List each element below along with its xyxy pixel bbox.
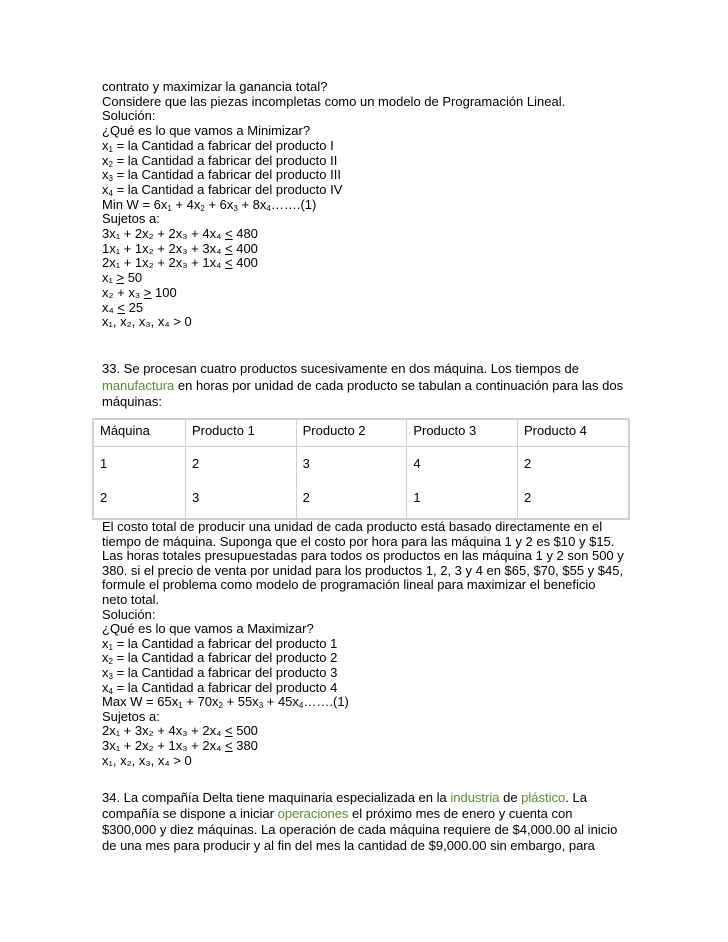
non-negativity: x₁, x₂, x₃, x₄ > 0 — [102, 314, 192, 330]
variable-definition: $x_2$ = la Cantidad a fabricar del producto 2 — [102, 650, 338, 667]
table-cell: 2 2 — [518, 447, 629, 520]
operaciones-link[interactable]: operaciones — [277, 806, 349, 821]
objective-function: Max $W = 65x_1 + 70x_2 + 55x_3$ + $45x_4\dots\dots.(1)$ — [102, 694, 349, 711]
industria-link[interactable]: industria — [450, 790, 500, 805]
table-header-cell: Producto 4 — [518, 419, 629, 447]
text-line: ¿Qué es lo que vamos a Minimizar? — [102, 123, 311, 139]
text-line: compañía se dispone a iniciar operaciones el próximo mes de enero y cuenta con — [102, 806, 573, 821]
text-line: 33. Se procesan cuatro productos sucesivamente en dos máquina. Los tiempos de — [102, 361, 579, 376]
variable-definition: $x_1$ = la Cantidad a fabricar del producto 1 — [102, 635, 338, 652]
table-header-cell: Máquina — [93, 419, 185, 447]
text-line: formule el problema como modelo de programación lineal para maximizar el beneficio — [102, 577, 596, 593]
table-header-cell: Producto 3 — [407, 419, 518, 447]
table-cell: 4 1 — [407, 447, 518, 520]
problem-34-statement — [102, 790, 682, 854]
variable-definition: $x_1$ = la Cantidad a fabricar del producto I — [102, 137, 334, 154]
text-line: Las horas totales presupuestadas para todos os productos en las máquina 1 y 2 son 500 y — [102, 548, 624, 564]
variable-definition: $x_4$ = la Cantidad a fabricar del producto 4 — [102, 679, 338, 696]
text-line: El costo total de producir una unidad de cada producto está basado directamente en el — [102, 519, 603, 534]
objective-function: Min $W = 6x_1 + 4x_2 + 6x_3$ + $8x_4\dots\dots.(1)$ — [102, 196, 317, 213]
table-header-cell: Producto 2 — [296, 419, 407, 447]
machine-times-table — [92, 418, 630, 520]
text-line: 380. si el precio de venta por unidad para los productos 1, 2, 3 y 4 en $65, $70, $55 y $45, — [102, 562, 624, 578]
non-negativity: x₁, x₂, x₃, x₄ > 0 — [102, 752, 192, 768]
text-line: máquinas: — [102, 394, 162, 409]
constraint: 1x₁ + 1x₂ + 2x₃ + 3x₄ < 400 — [102, 240, 258, 256]
plastico-link[interactable]: plástico — [521, 790, 566, 805]
constraint: x₁ > 50 — [102, 270, 143, 286]
subject-to-label: Sujetos a: — [102, 211, 160, 227]
table-cell: 1 2 — [93, 447, 185, 520]
table-cell: 3 2 — [296, 447, 407, 520]
text-line: contrato y maximizar la ganancia total? — [102, 79, 328, 94]
variable-definition: $x_2$ = la Cantidad a fabricar del producto II — [102, 152, 338, 169]
constraint: x₂ + x₃ > 100 — [102, 284, 177, 300]
variable-definition: $x_4$ = la Cantidad a fabricar del producto IV — [102, 181, 343, 198]
text-line: Solución: — [102, 108, 156, 124]
variable-definition: $x_3$ = la Cantidad a fabricar del producto 3 — [102, 664, 338, 681]
table-header-row — [93, 419, 629, 447]
table-header-cell: Producto 1 — [185, 419, 296, 447]
constraint: 3x₁ + 2x₂ + 2x₃ + 4x₄ < 480 — [102, 226, 258, 242]
text-line: de una mes para producir y al fin del mes la cantidad de $9,000.00 sin embargo, para — [102, 838, 595, 853]
text-line: $300,000 y diez máquinas. La operación de cada máquina requiere de $4,000.00 al inicio — [102, 822, 618, 837]
table-cell: 2 3 — [185, 447, 296, 520]
constraint: 2x₁ + 3x₂ + 4x₃ + 2x₄ < 500 — [102, 723, 258, 739]
problem-33-solution — [102, 520, 682, 768]
text-line: Considere que las piezas incompletas como un modelo de Programación Lineal. — [102, 93, 566, 109]
problem-32-solution — [102, 80, 682, 330]
text-line: tiempo de máquina. Suponga que el costo por hora para las máquina 1 y 2 es $10 y $15. — [102, 533, 615, 549]
subject-to-label: Sujetos a: — [102, 708, 160, 724]
text-line: ¿Qué es lo que vamos a Maximizar? — [102, 621, 314, 637]
text-line: manufactura en horas por unidad de cada producto se tabulan a continuación para las dos — [102, 377, 624, 393]
manufactura-link[interactable]: manufactura — [102, 377, 175, 393]
variable-definition: $x_3$ = la Cantidad a fabricar del producto III — [102, 167, 341, 184]
text-line: neto total. — [102, 591, 160, 607]
constraint: 2x₁ + 1x₂ + 2x₃ + 1x₄ < 400 — [102, 255, 258, 271]
text-line: Solución: — [102, 606, 156, 622]
constraint: 3x₁ + 2x₂ + 1x₃ + 2x₄ < 380 — [102, 737, 258, 753]
text-line: 34. La compañía Delta tiene maquinaria especializada en la industria de plástico. La — [102, 790, 587, 805]
problem-33-statement — [102, 361, 682, 411]
constraint: x₄ < 25 — [102, 299, 144, 315]
table-row — [93, 447, 629, 520]
